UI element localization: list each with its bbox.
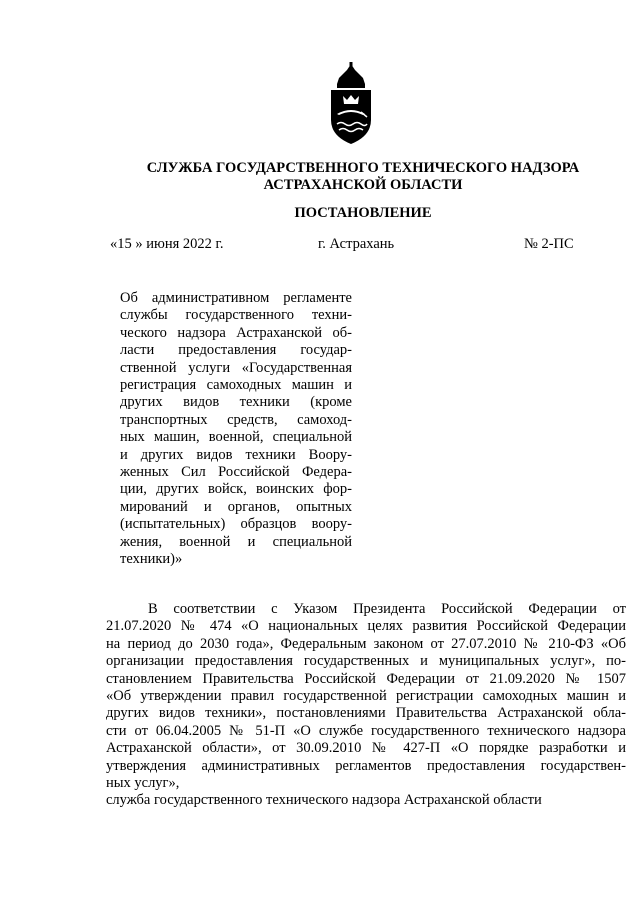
- title-line: (испытательных) образцов воору-: [120, 516, 352, 533]
- body-line: становлением Правительства Российской Федерации от 21.09.2020 № 1507: [106, 670, 626, 687]
- body-line: организации предоставления государственных и муниципальных услуг», по-: [106, 653, 626, 670]
- title-line: ласти предоставления государ-: [120, 342, 352, 359]
- organization-name-line-1: СЛУЖБА ГОСУДАРСТВЕННОГО ТЕХНИЧЕСКОГО НАДЗОРА: [146, 160, 580, 176]
- title-line: женных Сил Российской Федера-: [120, 464, 352, 481]
- title-line: службы государственного техни-: [120, 307, 352, 324]
- title-line: Об административном регламенте: [120, 290, 352, 306]
- title-line: других видов техники (кроме: [120, 394, 352, 411]
- body-line: Астраханской области», от 30.09.2010 № 427-П «О порядке разработки и: [106, 740, 626, 757]
- body-line: сти от 06.04.2005 № 51-П «О службе государственного технического надзора: [106, 722, 626, 739]
- document-title: [120, 290, 352, 569]
- title-line: техники)»: [120, 551, 183, 568]
- document-type: ПОСТАНОВЛЕНИЕ: [294, 205, 432, 221]
- body-line: 21.07.2020 № 474 «О национальных целях развития Российской Федерации: [106, 618, 626, 635]
- document-number: № 2-ПС: [524, 236, 574, 252]
- organization-name: [100, 160, 626, 194]
- title-line: ных машин, военной, специальной: [120, 429, 352, 446]
- title-line: транспортных средств, самоход-: [120, 411, 352, 428]
- title-line: ственной услуги «Государственная: [120, 359, 352, 376]
- body-line: ных услуг»,: [106, 775, 180, 792]
- organization-name-line-2: АСТРАХАНСКОЙ ОБЛАСТИ: [263, 177, 463, 193]
- title-line: ции, других войск, воинских фор-: [120, 481, 352, 498]
- body-line: на период до 2030 года», Федеральным законом от 27.07.2010 № 210-ФЗ «Об: [106, 635, 626, 652]
- coat-of-arms-icon: [325, 62, 377, 146]
- title-line: жения, военной и специальной: [120, 533, 352, 550]
- document-city: г. Астрахань: [318, 236, 395, 252]
- title-line: мирований и органов, опытных: [120, 498, 352, 515]
- document-date: «15 » июня 2022 г.: [110, 236, 224, 252]
- title-line: ческого надзора Астраханской об-: [120, 324, 352, 341]
- body-line: В соответствии с Указом Президента Российской Федерации от: [148, 601, 626, 617]
- title-line: и других видов техники Воору-: [120, 446, 352, 463]
- body-line: «Об утверждении правил государственной регистрации самоходных машин и: [106, 688, 626, 705]
- document-body: [106, 601, 626, 810]
- body-line: утверждения административных регламентов предоставления государствен-: [106, 757, 626, 774]
- title-line: регистрация самоходных машин и: [120, 377, 352, 394]
- body-line: других видов техники», постановлениями Правительства Астраханской обла-: [106, 705, 626, 722]
- closing-line: служба государственного технического надзора Астраханской области: [106, 792, 542, 809]
